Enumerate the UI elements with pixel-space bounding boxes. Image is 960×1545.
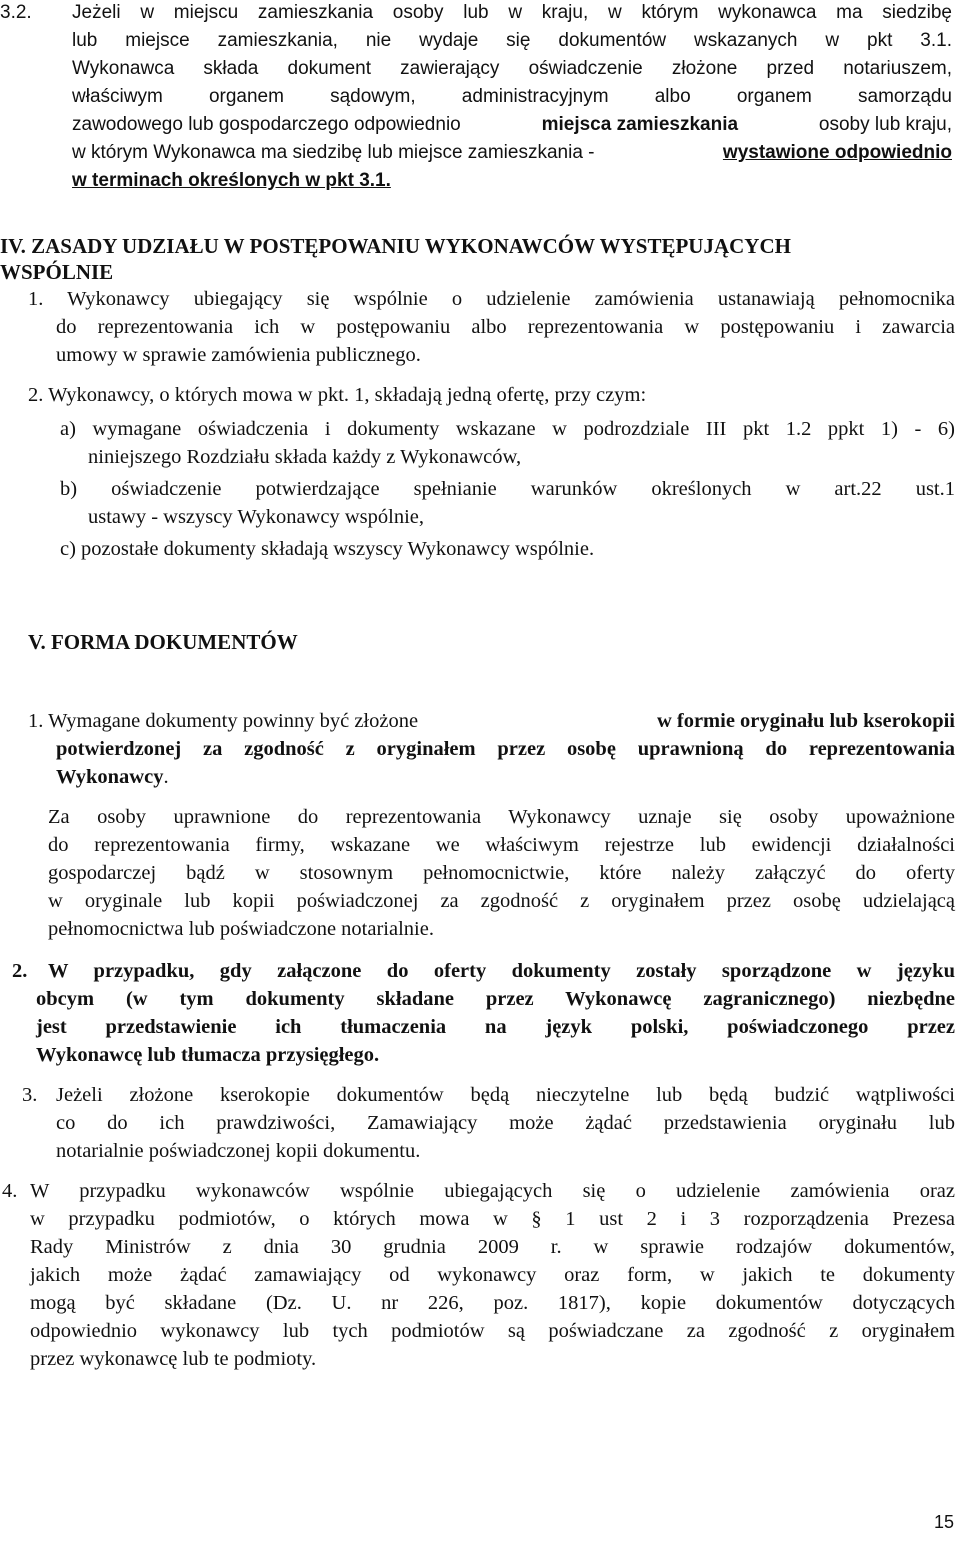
paragraph-line xyxy=(36,1044,379,1067)
paragraph-line xyxy=(56,766,169,789)
paragraph-line xyxy=(36,1016,955,1039)
bold-text: Wykonawcę lub tłumacza przysięgłego. xyxy=(36,1044,380,1066)
paragraph-line: Jeżeli w miejscu zamieszkania osoby lub w kraju, w którym wykonawca ma siedzibę xyxy=(72,2,952,23)
paragraph-line: Jeżeli złożone kserokopie dokumentów będą nieczytelne lub będą budzić wątpliwości xyxy=(56,1084,955,1106)
item-number: 3. xyxy=(22,1084,38,1106)
bold-text: Wykonawcy xyxy=(56,766,164,788)
list-item-a-continued: niniejszego Rozdziału składa każdy z Wykonawców, xyxy=(88,446,522,468)
list-item-c: c) pozostałe dokumenty składają wszyscy Wykonawcy wspólnie. xyxy=(60,538,595,560)
paragraph-line xyxy=(36,988,955,1011)
item-number: 4. xyxy=(2,1180,18,1202)
section-heading: IV. ZASADY UDZIAŁU W POSTĘPOWANIU WYKONAWCÓW WYSTĘPUJĄCYCH xyxy=(0,234,791,258)
paragraph-line: W przypadku wykonawców wspólnie ubiegających się o udzielenie zamówienia oraz xyxy=(30,1180,955,1202)
paragraph-line: do reprezentowania ich w postępowaniu albo reprezentowania w postępowaniu i zawarcia xyxy=(56,316,955,338)
section-heading-continued: WSPÓLNIE xyxy=(0,260,114,284)
bold-underlined-text: wystawione odpowiednio xyxy=(722,142,952,163)
paragraph-line: Rady Ministrów z dnia 30 grudnia 2009 r. w sprawie rodzajów dokumentów, xyxy=(30,1236,955,1258)
bold-text: 2. xyxy=(12,960,28,982)
paragraph-line: notarialnie poświadczonej kopii dokumentu. xyxy=(56,1140,421,1162)
paragraph-line xyxy=(56,738,955,761)
paragraph-line xyxy=(72,114,952,136)
bold-text: potwierdzonej za zgodność z oryginałem przez osobę uprawnioną do reprezentowania xyxy=(56,738,955,760)
paragraph-line: do reprezentowania firmy, wskazane we właściwym rejestrze lub ewidencji działalności xyxy=(48,834,955,856)
paragraph-line: mogą być składane (Dz. U. nr 226, poz. 1817), kopie dokumentów dotyczących xyxy=(30,1292,955,1314)
section-number: 3.2. xyxy=(0,2,32,23)
page-number: 15 xyxy=(934,1512,955,1532)
paragraph-line: lub miejsce zamieszkania, nie wydaje się dokumentów wskazanych w pkt 3.1. xyxy=(72,30,952,51)
bold-text: miejsca zamieszkania xyxy=(541,114,739,135)
paragraph-line: w oryginale lub kopii poświadczonej za zgodność z oryginałem przez osobę udzielającą xyxy=(48,890,955,912)
paragraph-line: odpowiednio wykonawcy lub tych podmiotów są poświadczane za zgodność z oryginałem xyxy=(30,1320,955,1342)
paragraph-line: pełnomocnictwa lub poświadczone notarialnie. xyxy=(48,918,434,940)
text-run: . xyxy=(163,766,169,788)
paragraph-line: gospodarczej bądź w stosownym pełnomocnictwie, które należy załączyć do oferty xyxy=(48,862,955,884)
section-heading: V. FORMA DOKUMENTÓW xyxy=(28,630,298,654)
paragraph-line xyxy=(72,142,952,164)
text-run: zawodowego lub gospodarczego odpowiednio xyxy=(72,114,461,135)
paragraph-line: Wykonawca składa dokument zawierający oświadczenie złożone przed notariuszem, xyxy=(72,58,952,79)
paragraph-line: w przypadku podmiotów, o których mowa w § 1 ust 2 i 3 rozporządzenia Prezesa xyxy=(30,1208,955,1230)
list-item-b-continued: ustawy - wszyscy Wykonawcy wspólnie, xyxy=(88,506,425,528)
paragraph-line: jakich może żądać zamawiający od wykonawcy oraz form, w jakich te dokumenty xyxy=(30,1264,955,1286)
paragraph-line xyxy=(72,170,391,192)
list-item-b: b) oświadczenie potwierdzające spełnianie warunków określonych w art.22 ust.1 xyxy=(60,478,955,500)
bold-text: jest przedstawienie ich tłumaczenia na język polski, poświadczonego przez xyxy=(36,1016,955,1038)
paragraph-line xyxy=(28,710,955,733)
paragraph-line: Za osoby uprawnione do reprezentowania Wykonawcy uznaje się osoby upoważnione xyxy=(48,806,955,828)
paragraph-line: 2. Wykonawcy, o których mowa w pkt. 1, składają jedną ofertę, przy czym: xyxy=(28,384,647,406)
text-run: osoby lub kraju, xyxy=(818,114,952,135)
paragraph-line: przez wykonawcę lub te podmioty. xyxy=(30,1348,317,1370)
text-run: 1. Wymagane dokumenty powinny być złożone xyxy=(28,710,419,732)
paragraph-line: właściwym organem sądowym, administracyjnym albo organem samorządu xyxy=(72,86,952,107)
list-item-a: a) wymagane oświadczenia i dokumenty wskazane w podrozdziale III pkt 1.2 ppkt 1) - 6) xyxy=(60,418,955,440)
paragraph-line: umowy w sprawie zamówienia publicznego. xyxy=(56,344,421,366)
paragraph-line: 1. Wykonawcy ubiegający się wspólnie o udzielenie zamówienia ustanawiają pełnomocnika xyxy=(28,288,955,310)
paragraph-line xyxy=(48,960,955,983)
text-run: w którym Wykonawca ma siedzibę lub miejsce zamieszkania - xyxy=(72,142,595,163)
paragraph-line: co do ich prawdziwości, Zamawiający może żądać przedstawienia oryginału lub xyxy=(56,1112,955,1134)
item-number xyxy=(12,960,27,983)
bold-text: obcym (w tym dokumenty składane przez Wykonawcę zagranicznego) niezbędne xyxy=(36,988,955,1010)
bold-underlined-text: w terminach określonych w pkt 3.1. xyxy=(72,170,391,191)
bold-text: w formie oryginału lub kserokopii xyxy=(656,710,955,732)
bold-text: W przypadku, gdy załączone do oferty dokumenty zostały sporządzone w języku xyxy=(48,960,955,982)
